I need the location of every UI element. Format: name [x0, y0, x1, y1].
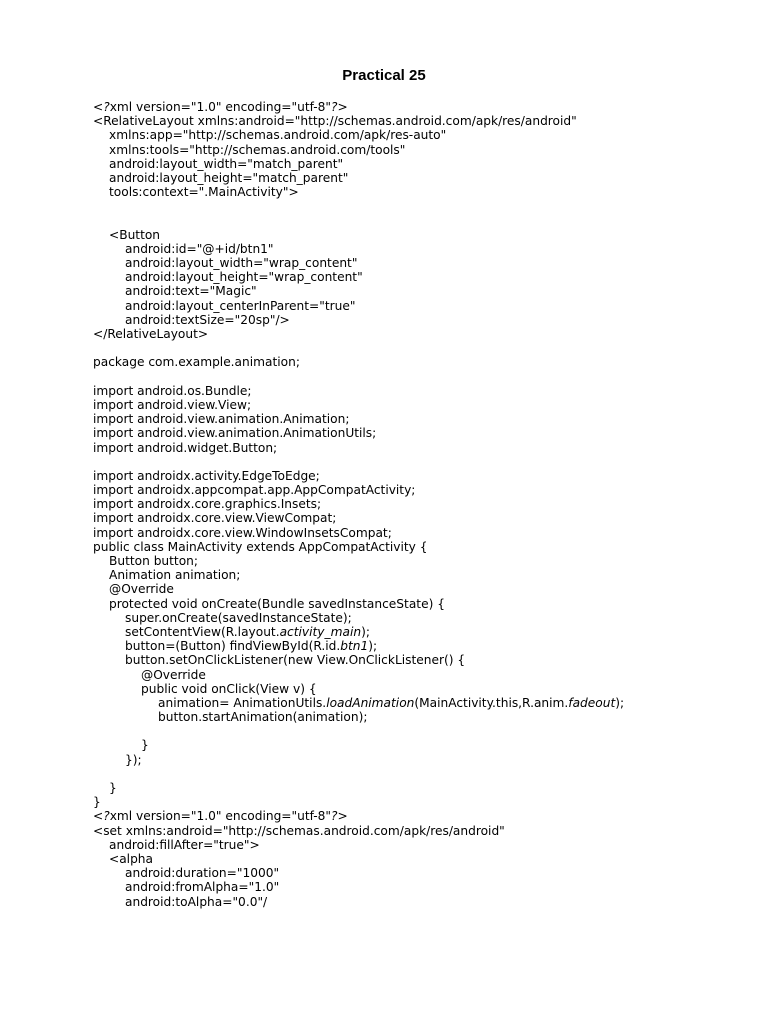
blank-line — [93, 341, 753, 355]
code-text: setContentView(R.layout. — [125, 624, 280, 639]
code-text: import androidx.core.view.ViewCompat; — [93, 511, 337, 526]
code-line — [93, 895, 753, 909]
code-text: protected void onCreate(Bundle savedInstanceState) { — [109, 596, 445, 611]
code-line — [93, 228, 753, 242]
code-line — [93, 157, 753, 171]
code-line — [93, 327, 753, 341]
code-text: super.onCreate(savedInstanceState); — [125, 610, 352, 625]
code-text: button=(Button) findViewById(R.id. — [125, 639, 341, 654]
blank-line — [93, 455, 753, 469]
code-text: @Override — [141, 667, 206, 682]
code-line — [93, 568, 753, 582]
code-text: > — [337, 100, 348, 114]
code-text: android:id="@+id/btn1" — [125, 241, 274, 256]
code-line — [93, 284, 753, 298]
code-line — [93, 582, 753, 596]
page-title: Practical 25 — [342, 67, 426, 84]
code-line — [93, 838, 753, 852]
code-line — [93, 469, 753, 483]
code-text: <set xmlns:android="http://schemas.android.com/apk/res/android" — [93, 823, 505, 838]
code-line — [93, 384, 753, 398]
code-text: xmlns:app="http://schemas.android.com/apk/res-auto" — [109, 128, 447, 143]
code-line — [93, 738, 753, 752]
code-text: button.setOnClickListener(new View.OnClickListener() { — [125, 653, 466, 668]
code-text: }); — [125, 752, 142, 767]
code-text: android:layout_centerInParent="true" — [125, 298, 356, 313]
code-text: } — [141, 738, 149, 753]
code-text: xml version="1.0" encoding="utf-8" — [109, 809, 332, 824]
code-text: Animation animation; — [109, 568, 241, 583]
code-line — [93, 114, 753, 128]
code-line — [93, 625, 753, 639]
code-text: android:duration="1000" — [125, 866, 280, 881]
code-line — [93, 611, 753, 625]
code-line — [93, 554, 753, 568]
code-line — [93, 710, 753, 724]
code-line — [93, 100, 753, 114]
code-text: > — [337, 809, 348, 824]
code-text: import android.view.animation.AnimationUtils; — [93, 426, 377, 441]
code-line — [93, 355, 753, 369]
code-line — [93, 824, 753, 838]
code-text-italic: activity_main — [279, 624, 362, 639]
code-text: android:fromAlpha="1.0" — [125, 880, 280, 895]
code-text: package com.example.animation; — [93, 355, 300, 370]
code-text: public class MainActivity extends AppCompatActivity { — [93, 539, 428, 554]
code-text: android:layout_width="match_parent" — [109, 156, 344, 171]
code-text: @Override — [109, 582, 174, 597]
code-line — [93, 866, 753, 880]
code-text: </RelativeLayout> — [93, 327, 209, 341]
code-text-italic: loadAnimation — [326, 695, 415, 710]
code-text: tools:context=".MainActivity"> — [109, 185, 299, 200]
code-text-italic: ? — [331, 809, 338, 824]
code-text: android:textSize="20sp"/> — [125, 312, 290, 327]
code-text: <Button — [109, 227, 161, 242]
code-line — [93, 781, 753, 795]
code-text: public void onClick(View v) { — [141, 681, 317, 696]
code-line — [93, 880, 753, 894]
code-text: button.startAnimation(animation); — [158, 710, 368, 725]
code-line — [93, 256, 753, 270]
code-text-italic: ? — [103, 100, 110, 114]
code-text: xmlns:tools="http://schemas.android.com/tools" — [109, 142, 406, 157]
code-text: ); — [368, 639, 378, 654]
blank-line — [93, 370, 753, 384]
code-line — [93, 639, 753, 653]
code-listing — [93, 100, 753, 909]
code-text-italic: ? — [103, 809, 110, 824]
code-text: import androidx.appcompat.app.AppCompatActivity; — [93, 483, 416, 498]
code-text: animation= AnimationUtils. — [158, 695, 327, 710]
code-text: import androidx.core.view.WindowInsetsCompat; — [93, 525, 392, 540]
code-text: < — [93, 100, 104, 114]
code-text: Button button; — [109, 554, 199, 568]
code-text-italic: btn1 — [340, 639, 369, 654]
code-line — [93, 497, 753, 511]
code-line — [93, 852, 753, 866]
code-text: import android.view.animation.Animation; — [93, 412, 350, 427]
code-line — [93, 511, 753, 525]
code-text: import androidx.activity.EdgeToEdge; — [93, 468, 320, 483]
blank-line — [93, 199, 753, 213]
code-text: android:layout_height="wrap_content" — [125, 270, 363, 285]
code-line — [93, 426, 753, 440]
code-line — [93, 128, 753, 142]
code-text: ); — [615, 695, 625, 710]
code-text: xml version="1.0" encoding="utf-8" — [109, 100, 332, 114]
code-line — [93, 299, 753, 313]
code-line — [93, 809, 753, 823]
code-text: android:layout_height="match_parent" — [109, 170, 349, 185]
code-line — [93, 668, 753, 682]
code-text: import androidx.core.graphics.Insets; — [93, 497, 322, 512]
code-line — [93, 185, 753, 199]
code-line — [93, 242, 753, 256]
code-line — [93, 696, 753, 710]
code-text: android:fillAfter="true"> — [109, 837, 260, 852]
code-text: ); — [361, 624, 370, 639]
code-text: android:layout_width="wrap_content" — [125, 256, 358, 271]
code-line — [93, 143, 753, 157]
code-line — [93, 171, 753, 185]
code-text: < — [93, 809, 104, 824]
blank-line — [93, 724, 753, 738]
blank-line — [93, 214, 753, 228]
code-text: } — [109, 781, 117, 795]
blank-line — [93, 767, 753, 781]
code-line — [93, 597, 753, 611]
code-line — [93, 398, 753, 412]
code-text: import android.view.View; — [93, 397, 252, 412]
code-line — [93, 412, 753, 426]
code-text: <alpha — [109, 851, 153, 866]
code-text: } — [93, 795, 101, 810]
code-text-italic: ? — [331, 100, 338, 114]
code-line — [93, 653, 753, 667]
code-line — [93, 682, 753, 696]
code-line — [93, 483, 753, 497]
code-text: import android.widget.Button; — [93, 440, 278, 455]
code-text: android:text="Magic" — [125, 284, 257, 299]
code-line — [93, 795, 753, 809]
code-text: import android.os.Bundle; — [93, 383, 252, 398]
code-text: android:toAlpha="0.0"/ — [125, 894, 268, 909]
code-text: <RelativeLayout xmlns:android="http://schemas.android.com/apk/res/android" — [93, 114, 577, 129]
code-text-italic: fadeout — [568, 695, 616, 710]
code-line — [93, 526, 753, 540]
code-line — [93, 313, 753, 327]
code-text: (MainActivity.this,R.anim. — [414, 695, 569, 710]
code-line — [93, 270, 753, 284]
code-line — [93, 540, 753, 554]
code-line — [93, 441, 753, 455]
code-line — [93, 753, 753, 767]
